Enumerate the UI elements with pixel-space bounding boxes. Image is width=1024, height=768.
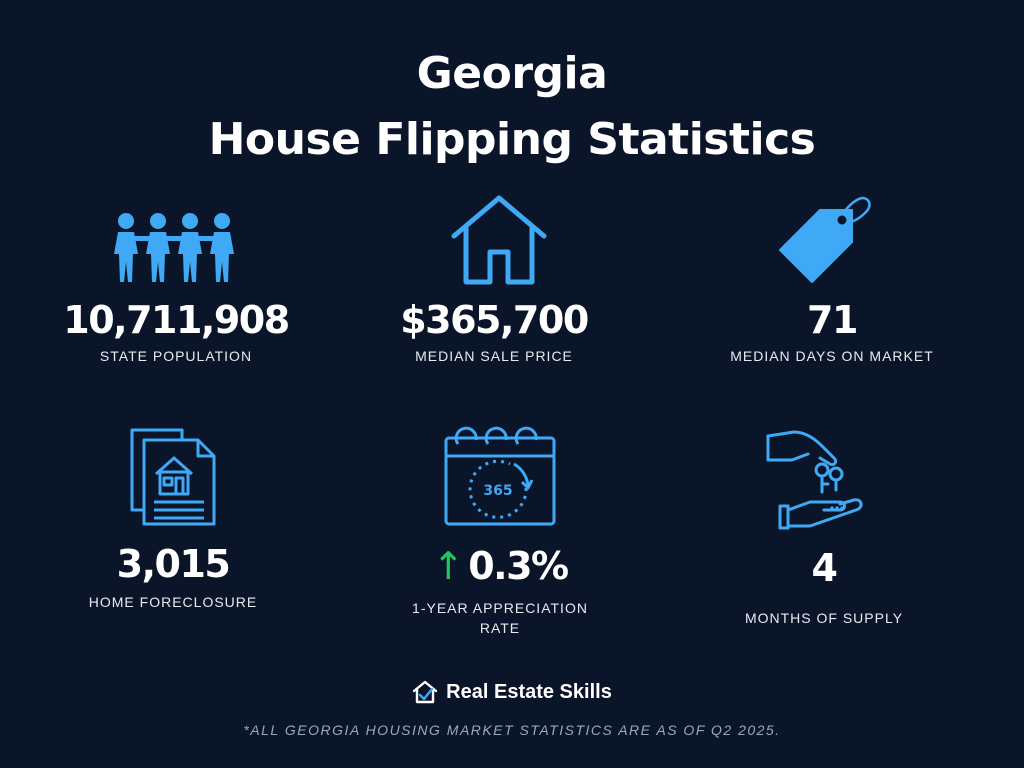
home-foreclosure-label: HOME FORECLOSURE bbox=[88, 594, 258, 610]
median-days-on-market-value: 71 bbox=[807, 298, 857, 342]
page-title-line-2: House Flipping Statistics bbox=[208, 114, 816, 165]
median-sale-price-value: $365,700 bbox=[400, 298, 588, 342]
brand-logo bbox=[0, 676, 1024, 708]
calendar-365-icon bbox=[442, 422, 558, 528]
hand-keys-icon bbox=[764, 428, 876, 532]
up-arrow-icon: ↑ bbox=[432, 544, 465, 588]
state-population-value: 10,711,908 bbox=[63, 298, 289, 342]
page-title-line-1: Georgia bbox=[416, 48, 608, 99]
appreciation-rate-label-line-1: 1-YEAR APPRECIATION bbox=[412, 600, 588, 616]
calendar-365-text: 365 bbox=[483, 483, 513, 499]
state-population-label: STATE POPULATION bbox=[99, 348, 253, 364]
median-days-on-market-label: MEDIAN DAYS ON MARKET bbox=[730, 348, 934, 364]
footnote: *ALL GEORGIA HOUSING MARKET STATISTICS ARE AS OF Q2 2025. bbox=[243, 722, 781, 738]
people-icon bbox=[106, 212, 242, 284]
home-foreclosure-value: 3,015 bbox=[116, 542, 230, 586]
appreciation-rate-value bbox=[380, 544, 620, 588]
price-tag-icon bbox=[778, 192, 874, 286]
appreciation-rate-number: 0.3% bbox=[468, 544, 568, 588]
house-icon bbox=[450, 194, 548, 286]
median-sale-price-label: MEDIAN SALE PRICE bbox=[415, 348, 573, 364]
house-check-logo-icon bbox=[412, 680, 438, 704]
months-of-supply-label: MONTHS OF SUPPLY bbox=[744, 610, 904, 626]
foreclosure-document-icon bbox=[128, 426, 218, 528]
months-of-supply-value: 4 bbox=[811, 546, 837, 590]
brand-name: Real Estate Skills bbox=[446, 680, 612, 703]
appreciation-rate-label-line-2: RATE bbox=[479, 620, 521, 636]
